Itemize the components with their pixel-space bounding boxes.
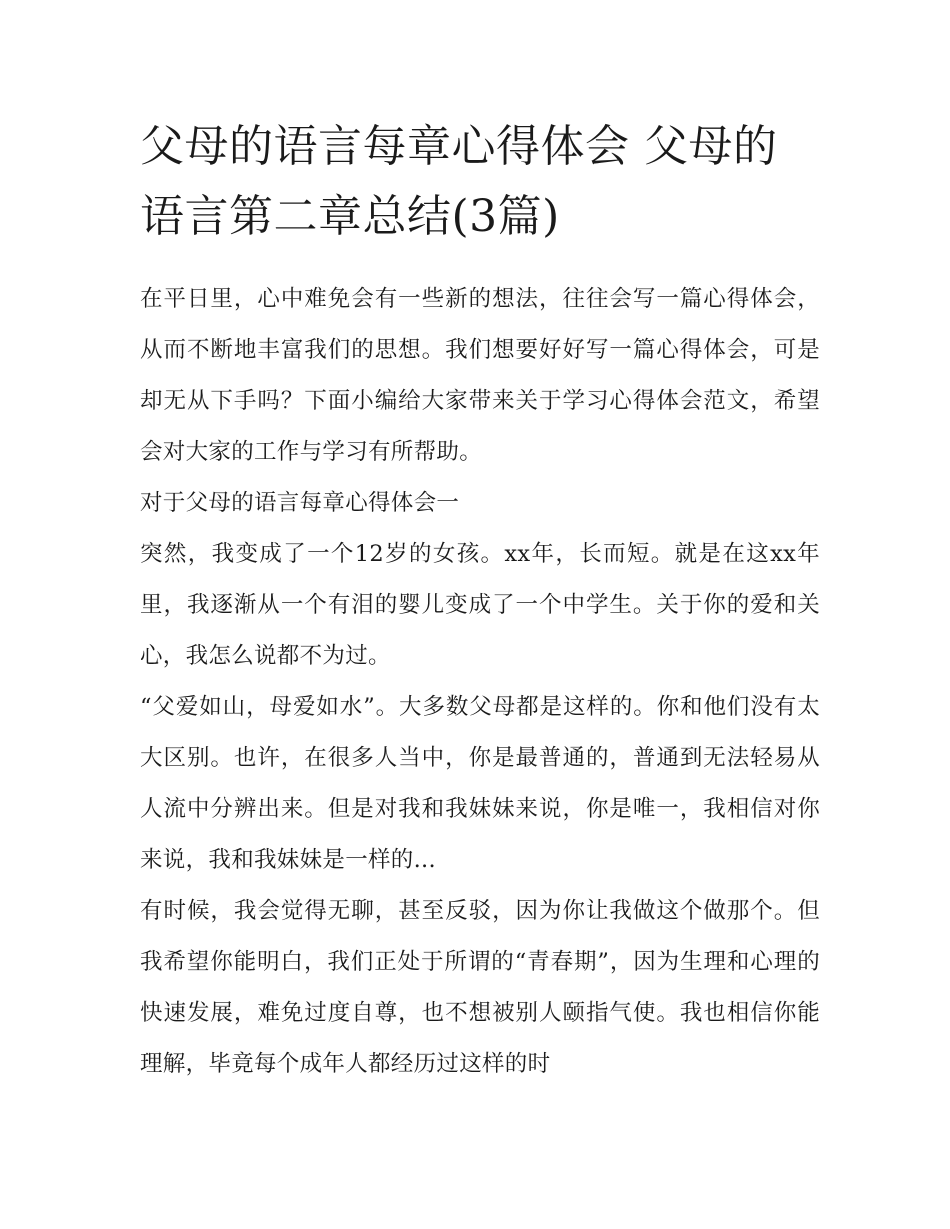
paragraph: 突然，我变成了一个12岁的女孩。xx年，长而短。就是在这xx年里，我逐渐从一个有泪的婴儿变成了一个中学生。关于你的爱和关心，我怎么说都不为过。 <box>140 541 820 669</box>
section-heading: 对于父母的语言每章心得体会一 <box>140 490 460 516</box>
paragraph: 有时候，我会觉得无聊，甚至反驳，因为你让我做这个做那个。但我希望你能明白，我们正处于所谓的“青春期”，因为生理和心理的快速发展，难免过度自尊，也不想被别人颐指气使。我也相信你能理解，毕竟每个成年人都经历过这样的时 <box>140 898 820 1077</box>
paragraph: “父爱如山，母爱如水”。大多数父母都是这样的。你和他们没有太大区别。也许，在很多人当中，你是最普通的，普通到无法轻易从人流中分辨出来。但是对我和我妹妹来说，你是唯一，我相信对你来说，我和我妹妹是一样的... <box>140 694 820 873</box>
document-page <box>140 112 820 1090</box>
document-title: 父母的语言每章心得体会 父母的语言第二章总结(3篇) <box>140 121 778 242</box>
paragraph-intro: 在平日里，心中难免会有一些新的想法，往往会写一篇心得体会，从而不断地丰富我们的思想。我们想要好好写一篇心得体会，可是却无从下手吗？下面小编给大家带来关于学习心得体会范文，希望会对大家的工作与学习有所帮助。 <box>140 286 820 465</box>
